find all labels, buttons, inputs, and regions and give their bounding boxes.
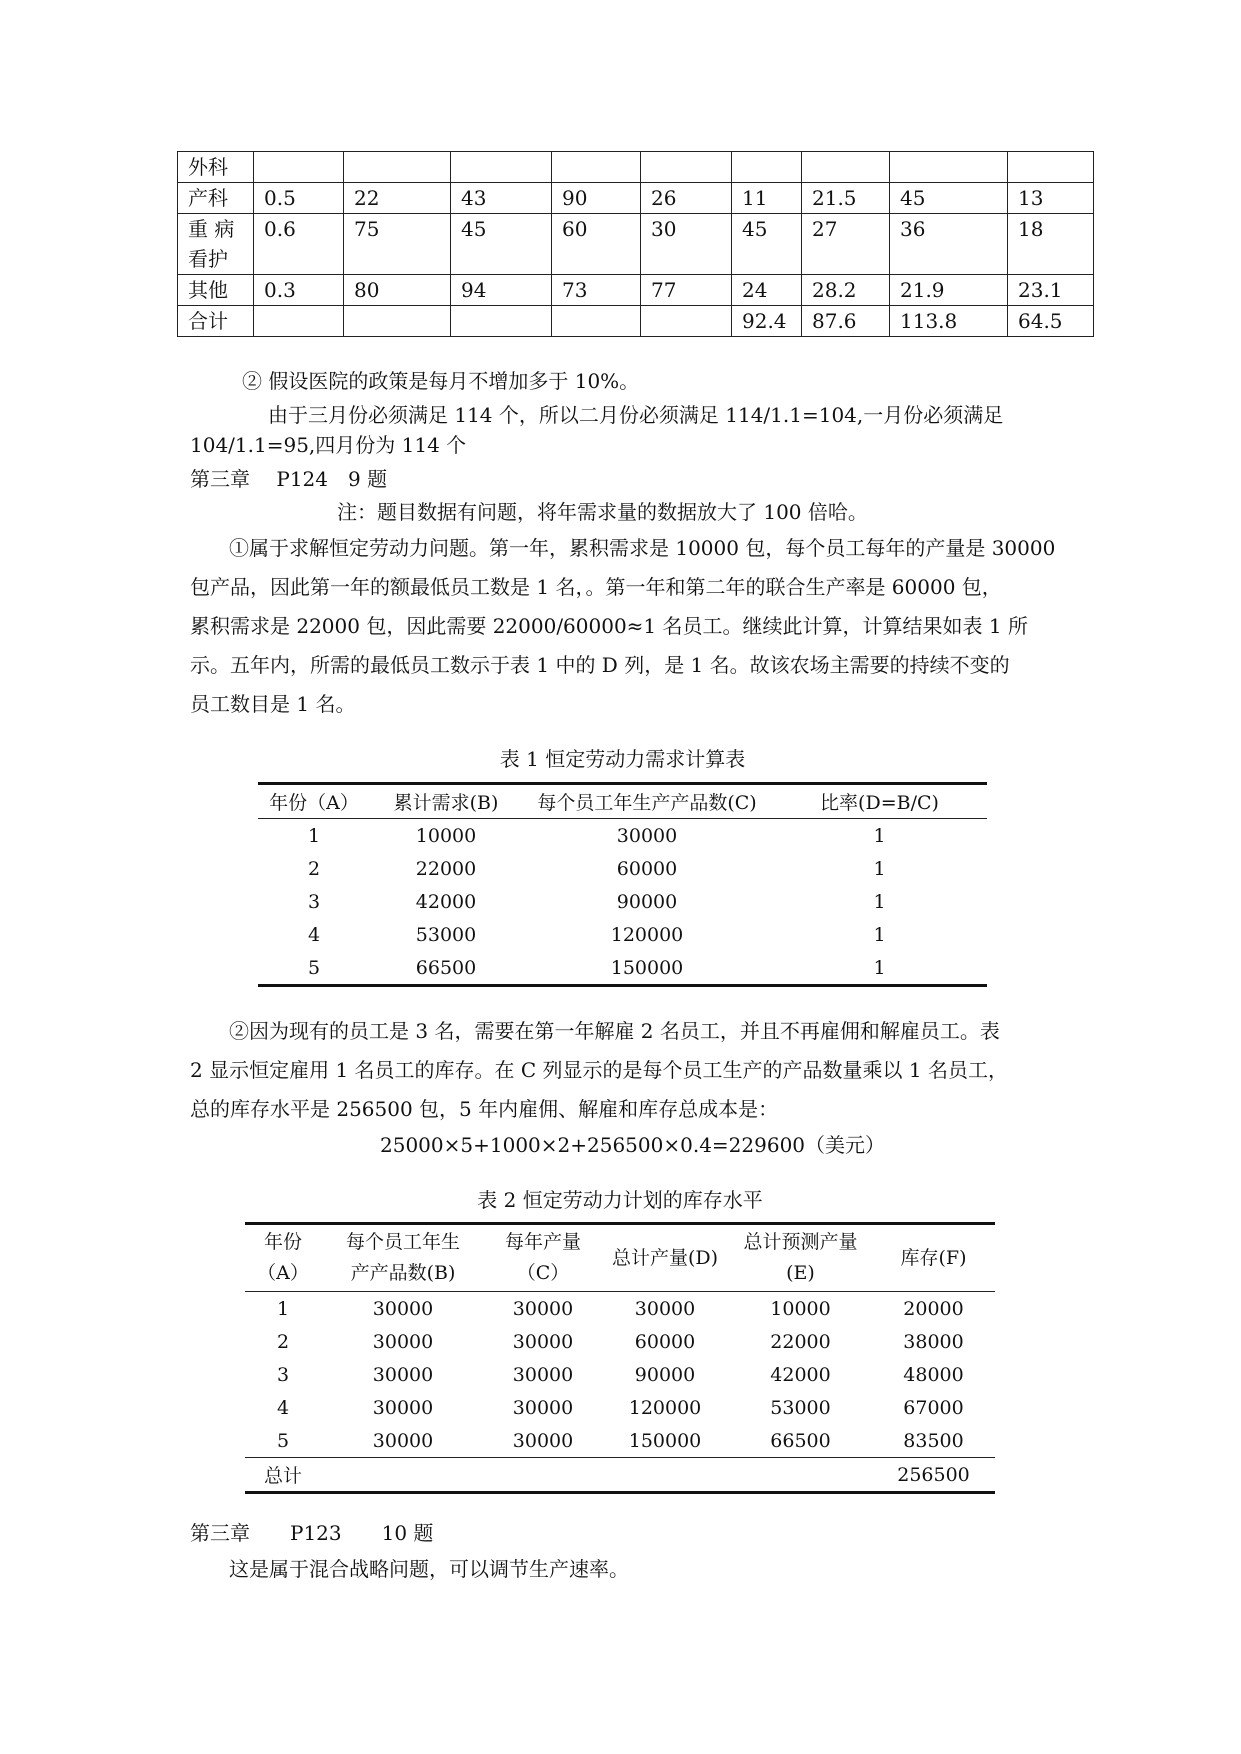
table-cell: 30000 [372, 1330, 434, 1353]
paragraph-line: 包产品，因此第一年的额最低员工数是 1 名，。第一年和第二年的联合生产率是 60000 包， [190, 575, 1002, 599]
table-cell: 30000 [372, 1363, 434, 1386]
table1-caption: 表 1 恒定劳动力需求计算表 [499, 747, 746, 771]
table-cell: 38000 [903, 1330, 964, 1353]
table-cell [552, 152, 641, 183]
table-cell: 5 [276, 1429, 290, 1452]
table-cell: 87.6 [802, 306, 890, 337]
column-header: 库存(F) [872, 1224, 995, 1292]
table-cell: 67000 [903, 1396, 964, 1419]
table-row [245, 1325, 995, 1358]
table-row [178, 183, 1094, 214]
table-cell: 90000 [616, 890, 678, 913]
table-row [258, 951, 987, 986]
table-cell: 113.8 [890, 306, 1008, 337]
column-header: 比率(D=B/C) [772, 784, 987, 819]
table-cell: 90 [552, 183, 641, 214]
table-cell: 3 [307, 890, 321, 913]
table-row [258, 819, 987, 853]
table-cell [254, 306, 344, 337]
table-cell: 80 [344, 275, 451, 306]
row-label: 外科 [178, 152, 254, 183]
table-cell: 11 [732, 183, 802, 214]
row-label: 产科 [178, 183, 254, 214]
table-cell [601, 1458, 729, 1493]
column-header: 每年产量 （C） [485, 1224, 601, 1292]
column-header: 年份（A） [258, 784, 370, 819]
table-cell [344, 306, 451, 337]
table-cell: 36 [890, 214, 1008, 275]
table-row [245, 1391, 995, 1424]
table-cell: 92.4 [732, 306, 802, 337]
table-cell: 0.5 [254, 183, 344, 214]
table-cell: 60000 [616, 857, 678, 880]
table-cell: 22 [344, 183, 451, 214]
table-cell [254, 152, 344, 183]
table-row [178, 275, 1094, 306]
table-cell: 77 [641, 275, 732, 306]
row-label: 其他 [178, 275, 254, 306]
chapter-heading: 第三章 P124 9 题 [190, 467, 388, 491]
table2-inventory-level [245, 1222, 995, 1494]
paragraph-line: 示。五年内，所需的最低员工数示于表 1 中的 D 列，是 1 名。故该农场主需要的持续不变的 [190, 653, 1010, 677]
policy-text: ② 假设医院的政策是每月不增加多于 10%。 [242, 369, 640, 393]
table-cell: 30000 [616, 824, 678, 847]
table-cell [485, 1458, 601, 1493]
table-cell: 90000 [634, 1363, 696, 1386]
table-cell: 30000 [512, 1330, 574, 1353]
table-cell: 1 [873, 824, 886, 847]
table-cell: 75 [344, 214, 451, 275]
table-row [178, 152, 1094, 183]
column-header: 累计需求(B) [370, 784, 522, 819]
note-text: 注：题目数据有问题，将年需求量的数据放大了 100 倍哈。 [337, 500, 868, 524]
table-cell: 21.5 [802, 183, 890, 214]
table-cell: 73 [552, 275, 641, 306]
table-cell: 45 [451, 214, 552, 275]
table-cell: 4 [276, 1396, 290, 1419]
paragraph-line: 2 显示恒定雇用 1 名员工的库存。在 C 列显示的是每个员工生产的产品数量乘以 1 名员工， [190, 1058, 1008, 1082]
table-cell: 53000 [415, 923, 477, 946]
table-row [245, 1424, 995, 1458]
table-row [258, 918, 987, 951]
table-cell: 1 [307, 824, 321, 847]
table-cell [321, 1458, 485, 1493]
table-cell: 42000 [415, 890, 477, 913]
table-cell: 22000 [770, 1330, 831, 1353]
table-row [245, 1292, 995, 1326]
table-cell: 83500 [903, 1429, 964, 1452]
paragraph-line: 累积需求是 22000 包，因此需要 22000/60000≈1 名员工。继续此计算，计算结果如表 1 所 [190, 614, 1028, 638]
chapter-heading: 第三章 P123 10 题 [190, 1521, 434, 1545]
column-header: 每个员工年生产产品数(C) [522, 784, 772, 819]
paragraph-line: ②因为现有的员工是 3 名，需要在第一年解雇 2 名员工，并且不再雇佣和解雇员工。表 [229, 1019, 1000, 1043]
table-cell: 28.2 [802, 275, 890, 306]
table-cell: 5 [307, 956, 321, 979]
table-cell: 60000 [634, 1330, 696, 1353]
table-cell: 1 [873, 890, 886, 913]
table-cell: 48000 [903, 1363, 964, 1386]
table-cell [732, 152, 802, 183]
table-cell: 4 [307, 923, 321, 946]
table-cell [641, 152, 732, 183]
table-row [258, 885, 987, 918]
table-cell: 66500 [415, 956, 477, 979]
paragraph-line: ①属于求解恒定劳动力问题。第一年，累积需求是 10000 包，每个员工每年的产量是 30000 [229, 536, 1056, 560]
table-cell: 26 [641, 183, 732, 214]
table2-caption: 表 2 恒定劳动力计划的库存水平 [477, 1188, 763, 1212]
table-cell: 45 [732, 214, 802, 275]
table-cell: 30000 [512, 1429, 574, 1452]
row-label: 合计 [178, 306, 254, 337]
table-cell: 24 [732, 275, 802, 306]
table-cell: 45 [890, 183, 1008, 214]
cost-formula: 25000×5+1000×2+256500×0.4=229600（美元） [380, 1133, 886, 1157]
paragraph-line: 104/1.1=95,四月份为 114 个 [190, 433, 467, 457]
table-row [245, 1358, 995, 1391]
table-cell: 18 [1008, 214, 1094, 275]
column-header: 总计预测产量 (E) [729, 1224, 872, 1292]
table-cell [802, 152, 890, 183]
table-cell: 66500 [770, 1429, 831, 1452]
table-cell: 2 [276, 1330, 290, 1353]
table-cell: 120000 [628, 1396, 702, 1419]
column-header: 年份 （A） [245, 1224, 321, 1292]
table-cell: 1 [276, 1297, 290, 1320]
table-cell: 27 [802, 214, 890, 275]
table-cell: 13 [1008, 183, 1094, 214]
paragraph-line: 这是属于混合战略问题，可以调节生产速率。 [229, 1557, 629, 1581]
table-cell: 0.3 [254, 275, 344, 306]
table-cell: 2 [307, 857, 321, 880]
table-cell: 1 [873, 857, 886, 880]
table-cell: 30000 [372, 1297, 434, 1320]
table-cell: 30000 [372, 1396, 434, 1419]
top-data-table [177, 151, 1094, 337]
table-cell: 30000 [634, 1297, 696, 1320]
table-cell [729, 1458, 872, 1493]
table-cell [451, 152, 552, 183]
table-cell: 22000 [415, 857, 477, 880]
table-cell: 10000 [415, 824, 477, 847]
table-cell: 1 [873, 923, 886, 946]
table-cell: 3 [276, 1363, 290, 1386]
table-cell [552, 306, 641, 337]
table1-labor-requirement [258, 782, 987, 987]
table-row [178, 306, 1094, 337]
table-cell [1008, 152, 1094, 183]
table-cell: 30000 [372, 1429, 434, 1452]
table-cell: 120000 [610, 923, 684, 946]
table-cell: 21.9 [890, 275, 1008, 306]
table-cell: 150000 [628, 1429, 702, 1452]
table-cell: 10000 [770, 1297, 831, 1320]
table-cell [641, 306, 732, 337]
row-label: 重 病 看护 [178, 214, 254, 275]
column-header: 总计产量(D) [601, 1224, 729, 1292]
table-cell: 60 [552, 214, 641, 275]
table-cell: 30000 [512, 1297, 574, 1320]
table-cell: 150000 [610, 956, 684, 979]
table-cell: 42000 [770, 1363, 831, 1386]
paragraph-line: 由于三月份必须满足 114 个，所以二月份必须满足 114/1.1=104,一月份必须满足 [268, 403, 1004, 427]
table-cell: 0.6 [254, 214, 344, 275]
table-cell [451, 306, 552, 337]
table-cell: 20000 [903, 1297, 964, 1320]
table-cell: 43 [451, 183, 552, 214]
table-cell [344, 152, 451, 183]
table-cell: 1 [873, 956, 886, 979]
table-cell: 30 [641, 214, 732, 275]
table-cell: 94 [451, 275, 552, 306]
total-label: 总计 [245, 1458, 321, 1493]
table-cell: 23.1 [1008, 275, 1094, 306]
table-cell: 256500 [872, 1458, 995, 1493]
table-cell: 64.5 [1008, 306, 1094, 337]
table-cell: 30000 [512, 1396, 574, 1419]
table-row [258, 852, 987, 885]
paragraph-line: 总的库存水平是 256500 包，5 年内雇佣、解雇和库存总成本是： [190, 1097, 779, 1121]
paragraph-line: 员工数目是 1 名。 [190, 692, 356, 716]
total-row [245, 1458, 995, 1493]
table-cell [890, 152, 1008, 183]
column-header: 每个员工年生 产产品数(B) [321, 1224, 485, 1292]
table-row [178, 214, 1094, 275]
table-cell: 30000 [512, 1363, 574, 1386]
table-cell: 53000 [770, 1396, 831, 1419]
